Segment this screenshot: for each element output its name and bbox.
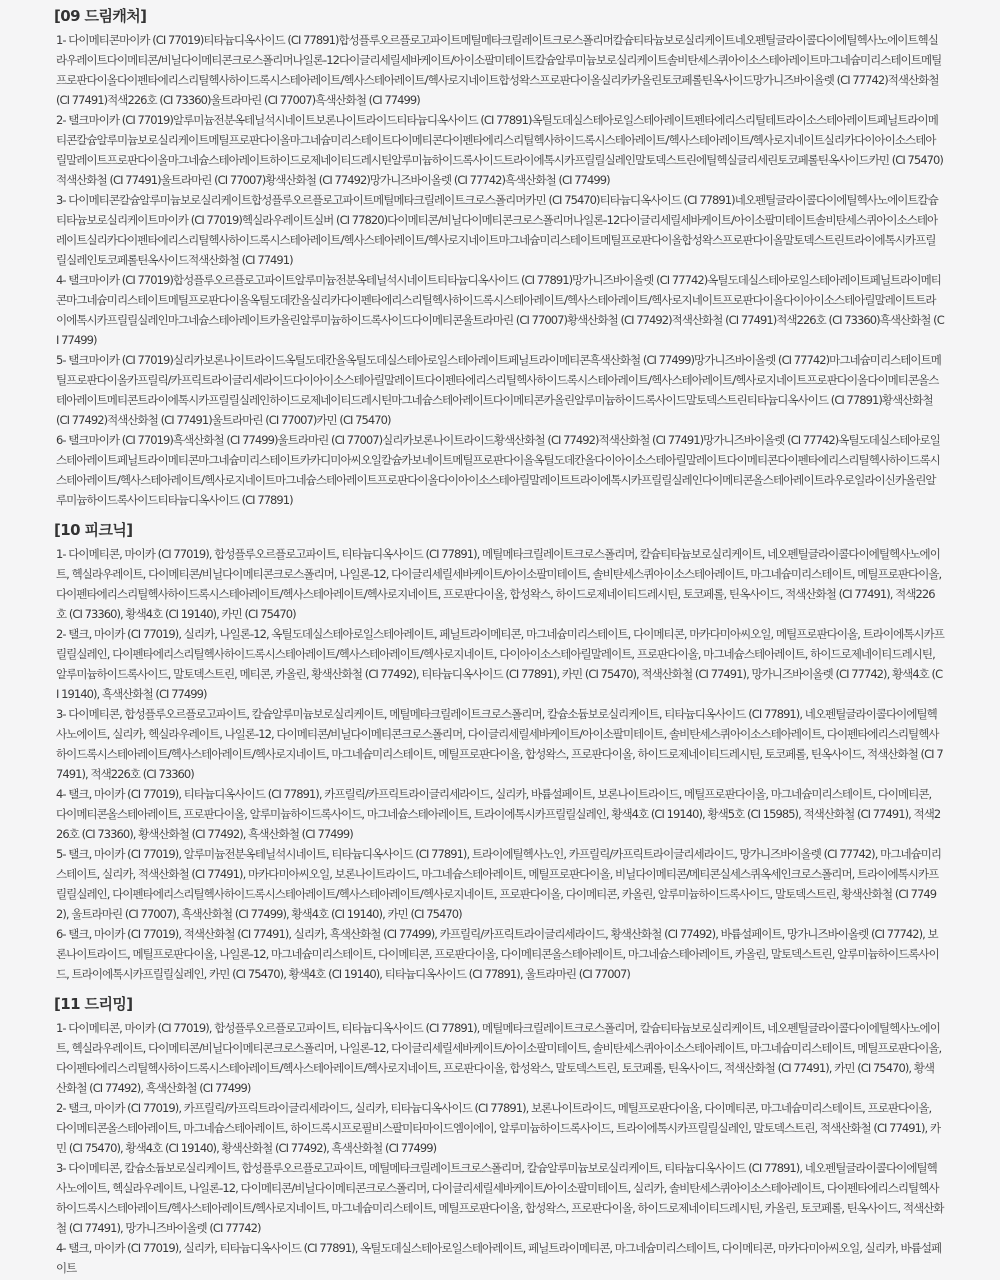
ingredient-item: 4- 탤크, 마이카 (CI 77019), 티타늄디옥사이드 (CI 77891), 카프릴릭/카프릭트라이글리세라이드, 실리카, 바륨설페이트, 보론나이트라이드, 메틸프로판다이올, 마그네슘미리스테이트, 다이메티콘, 다이메티콘올스테아레이트, 프로판다이올, 알루미늄하이드록사이드, 마그네슘스테아레이트, 트라이에톡시카프릴릴실레인, 황색4호 (CI 19140), 황색5호 (CI 15985), 적색산화철 (CI 77491), 적색226호 (CI 73360), 황색산화철 (CI 77492), 흑색산화철 (CI 77499) bbox=[56, 787, 941, 841]
ingredient-item: 2- 탤크마이카 (CI 77019)알루미늄전분옥테닐석시네이트보론나이트라이드티타늄디옥사이드 (CI 77891)옥틸도데실스테아로일스테아레이트펜타에리스리틸테트라이소스테아레이트페닐트라이메티콘칼슘알루미늄보로실리케이트메틸프로판다이올마그네슘미리스테이트다이메티콘다이펜타에리스리틸헥사하이드록시스테아레이트/헥사스테아레이트/헥사로지네이트실리카다이아이소스테아릴말레이트프로판다이올마그네슘스테아레이트하이드로제네이티드레시틴알루미늄하이드록사이드트라이에톡시카프릴릴실레인말토덱스트린에틸헥실글리세린토코페롤틴옥사이드카민 (CI 75470)적색산화철 (CI 77491)울트라마린 (CI 77007)황색산화철 (CI 77492)망가니즈바이올렛 (CI 77742)흑색산화철 (CI 77499) bbox=[56, 113, 943, 187]
section-title: [09 드림캐처] bbox=[54, 7, 147, 25]
ingredient-item: 4- 탤크, 마이카 (CI 77019), 실리카, 티타늄디옥사이드 (CI 77891), 옥틸도데실스테아로일스테아레이트, 페닐트라이메티콘, 마그네슘미리스테이트, 다이메티콘, 마카다미아씨오일, 실리카, 바륨설페이트 bbox=[56, 1241, 942, 1275]
section-picnic bbox=[56, 518, 944, 984]
ingredient-item: 4- 탤크마이카 (CI 77019)합성플루오르플로고파이트알루미늄전분옥테닐석시네이트티타늄디옥사이드 (CI 77891)망가니즈바이올렛 (CI 77742)옥틸도데실스테아로일스테아레이트페닐트라이메티콘마그네슘미리스테이트메틸프로판다이올옥틸도데칸올실리카다이펜타에리스리틸헥사하이드록시스테아레이트/헥사스테아레이트/헥사로지네이트프로판다이올다이아이소스테아릴말레이트트라이에톡시카프릴릴실레인마그네슘스테아레이트카올린알루미늄하이드록사이드다이메티콘울트라마린 (CI 77007)황색산화철 (CI 77492)적색산화철 (CI 77491)적색226호 (CI 73360)흑색산화철 (CI 77499) bbox=[56, 273, 944, 347]
section-dreaming bbox=[56, 992, 944, 1278]
ingredient-item: 5- 탤크마이카 (CI 77019)실리카보론나이트라이드옥틸도데칸올옥틸도데실스테아로일스테아레이트페닐트라이메티콘흑색산화철 (CI 77499)망가니즈바이올렛 (CI 77742)마그네슘미리스테이트메틸프로판다이올카프릴릭/카프릭트라이글리세라이드다이아이소스테아릴말레이트다이펜타에리스리틸헥사하이드록시스테아레이트/헥사스테아레이트/헥사로지네이트프로판다이올다이메티콘올스테아레이트메티콘트라이에톡시카프릴릴실레인하이드로제네이티드레시틴마그네슘스테아레이트다이메티콘카올린알루미늄하이드록사이드말토덱스트린티타늄디옥사이드 (CI 77891)황색산화철 (CI 77492)적색산화철 (CI 77491)울트라마린 (CI 77007)카민 (CI 75470) bbox=[56, 353, 941, 427]
ingredient-item: 3- 다이메티콘, 합성플루오르플로고파이트, 칼슘알루미늄보로실리케이트, 메틸메타크릴레이트크로스폴리머, 칼슘소듐보로실리케이트, 티타늄디옥사이드 (CI 77891), 네오펜틸글라이콜다이에틸헥사노에이트, 실리카, 헥실라우레이트, 나일론-12, 다이메티콘/비닐다이메티콘크로스폴리머, 다이글리세릴세바케이트/아이소팔미테이트, 솔비탄세스퀴아이소스테아레이트, 다이펜타에리스리틸헥사하이드록시스테아레이트/헥사스테아레이트/헥사로지네이트, 마그네슘미리스테이트, 메틸프로판다이올, 합성왁스, 프로판다이올, 하이드로제네이티드레시틴, 토코페롤, 틴옥사이드, 적색산화철 (CI 77491), 적색226호 (CI 73360) bbox=[56, 707, 943, 781]
ingredient-item: 6- 탤크마이카 (CI 77019)흑색산화철 (CI 77499)울트라마린 (CI 77007)실리카보론나이트라이드황색산화철 (CI 77492)적색산화철 (CI 77491)망가니즈바이올렛 (CI 77742)옥틸도데실스테아로일스테아레이트페닐트라이메티콘마그네슘미리스테이트카카디미아씨오일칼슘카보네이트메틸프로판다이올옥틸도데칸올다이아이소스테아릴말레이트다이메티콘다이펜타에리스리틸헥사하이드록시스테아레이트/헥사스테아레이트/헥사로지네이트마그네슘스테아레이트프로판다이올다이아이소스테아릴말레이트트라이에톡시카프릴릴실레인다이메티콘올스테아레이트라우로일라이신카올린알루미늄하이드록사이드티타늄디옥사이드 (CI 77891) bbox=[56, 433, 940, 507]
ingredient-item: 1- 다이메티콘마이카 (CI 77019)티타늄디옥사이드 (CI 77891)합성플루오르플로고파이트메틸메타크릴레이트크로스폴리머칼슘티타늄보로실리케이트네오펜틸글라이콜다이에틸헥사노에이트헥실라우레이트다이메티콘/비닐다이메티콘크로스폴리머나일론-12다이글리세릴세바케이트/아이소팔미테이트칼슘알루미늄보로실리케이트솔비탄세스퀴아이소스테아레이트마그네슘미리스테이트메틸프로판다이올다이펜타에리스리틸헥사하이드록시스테아레이트/헥사스테아레이트/헥사로지네이트합성왁스프로판다이올실리카카올린토코페롤틴옥사이드망가니즈바이올렛 (CI 77742)적색산화철 (CI 77491)적색226호 (CI 73360)울트라마린 (CI 77007)흑색산화철 (CI 77499) bbox=[56, 33, 942, 107]
ingredient-item: 6- 탤크, 마이카 (CI 77019), 적색산화철 (CI 77491), 실리카, 흑색산화철 (CI 77499), 카프릴릭/카프릭트라이글리세라이드, 황색산화철 (CI 77492), 바륨설페이트, 망가니즈바이올렛 (CI 77742), 보론나이트라이드, 메틸프로판다이올, 나일론-12, 마그네슘미리스테이트, 다이메티콘, 프로판다이올, 다이메티콘올스테아레이트, 마그네슘스테아레이트, 카올린, 말토덱스트린, 알루미늄하이드록사이드, 트라이에톡시카프릴릴실레인, 카민 (CI 75470), 황색4호 (CI 19140), 티타늄디옥사이드 (CI 77891), 울트라마린 (CI 77007) bbox=[56, 927, 939, 981]
ingredient-item: 1- 다이메티콘, 마이카 (CI 77019), 합성플루오르플로고파이트, 티타늄디옥사이드 (CI 77891), 메틸메타크릴레이트크로스폴리머, 칼슘티타늄보로실리케이트, 네오펜틸글라이콜다이에틸헥사노에이트, 헥실라우레이트, 다이메티콘/비닐다이메티콘크로스폴리머, 나일론-12, 다이글리세릴세바케이트/아이소팔미테이트, 솔비탄세스퀴아이소스테아레이트, 마그네슘미리스테이트, 메틸프로판다이올, 다이펜타에리스리틸헥사하이드록시스테아레이트/헥사스테아레이트/헥사로지네이트, 프로판다이올, 합성왁스, 하이드로제네이티드레시틴, 토코페롤, 틴옥사이드, 적색산화철 (CI 77491), 적색226호 (CI 73360), 황색4호 (CI 19140), 카민 (CI 75470) bbox=[56, 547, 942, 621]
ingredient-item: 2- 탤크, 마이카 (CI 77019), 카프릴릭/카프릭트라이글리세라이드, 실리카, 티타늄디옥사이드 (CI 77891), 보론나이트라이드, 메틸프로판다이올, 다이메티콘, 마그네슘미리스테이트, 프로판다이올, 다이메티콘올스테아레이트, 마그네슘스테아레이트, 하이드록시프로필비스팔미타마이드엠이에이, 알루미늄하이드록사이드, 트라이에톡시카프릴릴실레인, 말토덱스트린, 적색산화철 (CI 77491), 카민 (CI 75470), 황색4호 (CI 19140), 황색산화철 (CI 77492), 흑색산화철 (CI 77499) bbox=[56, 1101, 941, 1155]
section-dreamcatcher bbox=[56, 4, 944, 510]
section-title: [11 드리밍] bbox=[54, 995, 133, 1013]
ingredient-item: 1- 다이메티콘, 마이카 (CI 77019), 합성플루오르플로고파이트, 티타늄디옥사이드 (CI 77891), 메틸메타크릴레이트크로스폴리머, 칼슘티타늄보로실리케이트, 네오펜틸글라이콜다이에틸헥사노에이트, 헥실라우레이트, 다이메티콘/비닐다이메티콘크로스폴리머, 나일론-12, 다이글리세릴세바케이트/아이소팔미테이트, 솔비탄세스퀴아이소스테아레이트, 마그네슘미리스테이트, 메틸프로판다이올, 다이펜타에리스리틸헥사하이드록시스테아레이트/헥사스테아레이트/헥사로지네이트, 프로판다이올, 합성왁스, 말토덱스트린, 토코페롤, 틴옥사이드, 적색산화철 (CI 77491), 카민 (CI 75470), 황색산화철 (CI 77492), 흑색산화철 (CI 77499) bbox=[56, 1021, 942, 1095]
ingredient-item: 5- 탤크, 마이카 (CI 77019), 알루미늄전분옥테닐석시네이트, 티타늄디옥사이드 (CI 77891), 트라이에틸헥사노인, 카프릴릭/카프릭트라이글리세라이드, 망가니즈바이올렛 (CI 77742), 마그네슘미리스테이트, 실리카, 적색산화철 (CI 77491), 마카다미아씨오일, 보론나이트라이드, 마그네슘스테아레이트, 메틸프로판다이올, 비닐다이메티콘/메티콘실세스퀴옥세인크로스폴리머, 트라이에톡시카프릴릴실레인, 다이펜타에리스리틸헥사하이드록시스테아레이트/헥사스테아레이트/헥사로지네이트, 프로판다이올, 다이메티콘, 카올린, 알루미늄하이드록사이드, 말토덱스트린, 황색산화철 (CI 77492), 울트라마린 (CI 77007), 흑색산화철 (CI 77499), 황색4호 (CI 19140), 카민 (CI 75470) bbox=[56, 847, 942, 921]
ingredient-item: 3- 다이메티콘칼슘알루미늄보로실리케이트합성플루오르플로고파이트메틸메타크릴레이트크로스폴리머카민 (CI 75470)티타늄디옥사이드 (CI 77891)네오펜틸글라이콜다이에틸헥사노에이트칼슘티타늄보로실리케이트마이카 (CI 77019)헥실라우레이트실버 (CI 77820)다이메티콘/비닐다이메티콘크로스폴리머나일론-12다이글리세릴세바케이트/아이소팔미테이트솔비탄세스퀴아이소스테아레이트실리카다이펜타에리스리틸헥사하이드록시스테아레이트/헥사스테아레이트/헥사로지네이트마그네슘미리스테이트메틸프로판다이올합성왁스프로판다이올말토덱스트린트라이에톡시카프릴릴실레인토코페롤틴옥사이드적색산화철 (CI 77491) bbox=[56, 193, 938, 267]
ingredient-item: 2- 탤크, 마이카 (CI 77019), 실리카, 나일론-12, 옥틸도데실스테아로일스테아레이트, 페닐트라이메티콘, 마그네슘미리스테이트, 다이메티콘, 마카다미아씨오일, 메틸프로판다이올, 트라이에톡시카프릴릴실레인, 다이펜타에리스리틸헥사하이드록시스테아레이트/헥사스테아레이트/헥사로지네이트, 다이아이소스테아릴말레이트, 프로판다이올, 마그네슘스테아레이트, 하이드로제네이티드레시틴, 알루미늄하이드록사이드, 말토덱스트린, 메티콘, 카올린, 황색산화철 (CI 77492), 티타늄디옥사이드 (CI 77891), 카민 (CI 75470), 적색산화철 (CI 77491), 망가니즈바이올렛 (CI 77742), 황색4호 (CI 19140), 흑색산화철 (CI 77499) bbox=[56, 627, 944, 701]
section-title: [10 피크닉] bbox=[54, 521, 133, 539]
ingredient-item: 3- 다이메티콘, 칼슘소듐보로실리케이트, 합성플루오르플로고파이트, 메틸메타크릴레이트크로스폴리머, 칼슘알루미늄보로실리케이트, 티타늄디옥사이드 (CI 77891), 네오펜틸글라이콜다이에틸헥사노에이트, 헥실라우레이트, 나일론-12, 다이메티콘/비닐다이메티콘크로스폴리머, 다이글리세릴세바케이트/아이소팔미테이트, 실리카, 솔비탄세스퀴아이소스테아레이트, 다이펜타에리스리틸헥사하이드록시스테아레이트/헥사스테아레이트/헥사로지네이트, 마그네슘미리스테이트, 메틸프로판다이올, 합성왁스, 프로판다이올, 하이드로제네이티드레시틴, 카올린, 토코페롤, 틴옥사이드, 적색산화철 (CI 77491), 망가니즈바이올렛 (CI 77742) bbox=[56, 1161, 944, 1235]
